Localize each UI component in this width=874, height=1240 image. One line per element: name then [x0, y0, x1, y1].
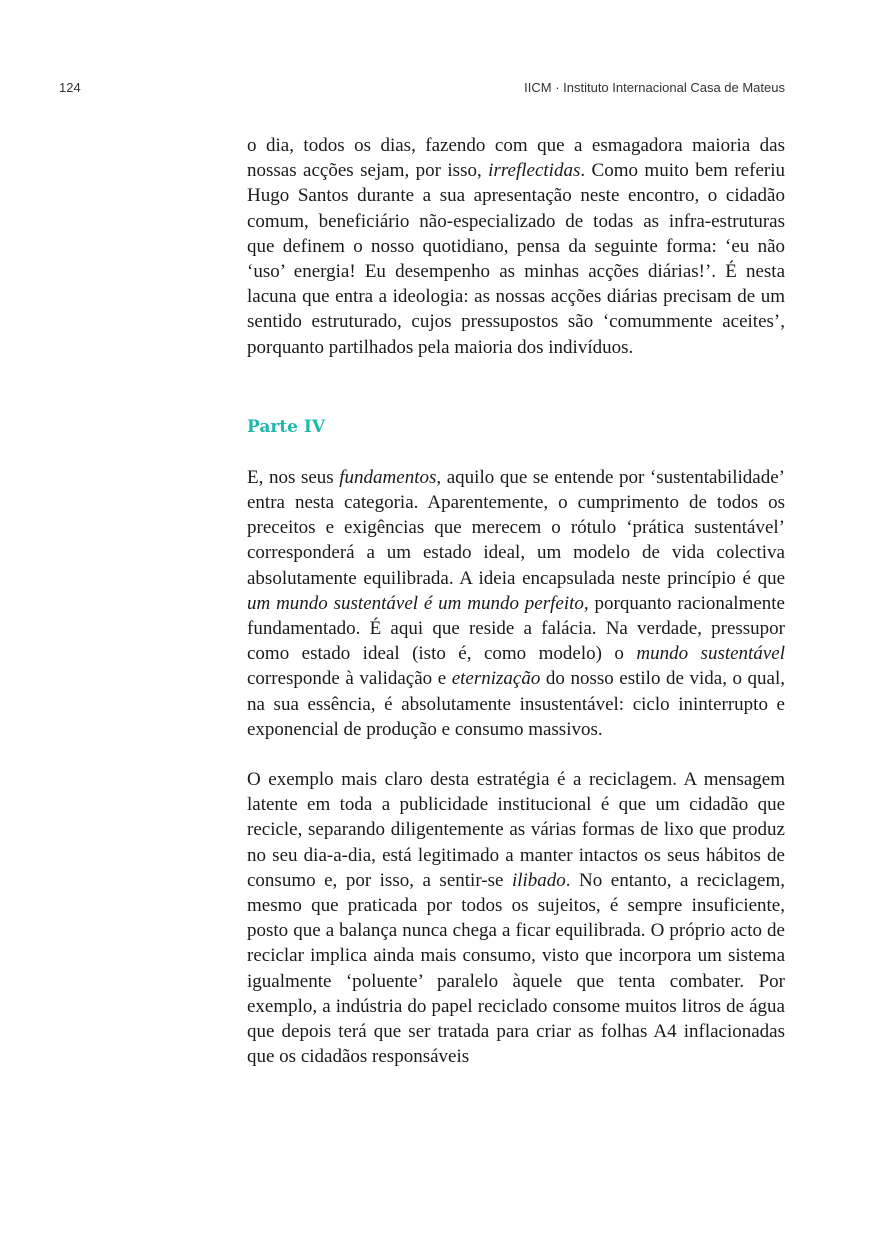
- italic-text: mundo sustentável: [636, 643, 785, 665]
- italic-text: irreflectidas: [488, 160, 581, 182]
- italic-text: eternização: [451, 668, 541, 690]
- italic-text: um mundo sustentável é um mundo perfeito,: [247, 592, 589, 614]
- paragraph: [247, 465, 785, 742]
- paragraph: [247, 767, 785, 1069]
- italic-text: fundamentos: [339, 466, 437, 488]
- text-run: . Como muito bem referiu Hugo Santos durante a sua apresentação neste encontro, o cidadão comum, beneficiário não-especializado de todas as infra-estruturas que definem o nosso quotidiano, pensa da seguinte forma: ‘eu não ‘uso’ energia! Eu desempenho as minhas acções diárias!’. É nesta lacuna que entra a ideologia: as nossas acções diárias precisam de um sentido estruturado, cujos pressupostos são ‘comummente aceites’, porquanto partilhados pela maioria dos indivíduos.: [247, 160, 785, 358]
- text-run: porquanto racionalmente fundamentado. É aqui que reside a falácia. Na verdade, pressupor como estado ideal (isto é, como modelo) o: [247, 592, 785, 665]
- running-header: [59, 80, 785, 95]
- text-run: do nosso estilo de vida, o qual, na sua essência, é absolutamente insustentável: ciclo ininterrupto e exponencial de produção e consumo massivos.: [247, 668, 785, 740]
- text-run: E, nos seus: [247, 466, 340, 488]
- text-run: . No entanto, a reciclagem, mesmo que praticada por todos os sujeitos, é sempre insuficiente, posto que a balança nunca chega a ficar equilibrada. O próprio acto de reciclar implica ainda mais consumo, visto que incorpora um sistema igualmente ‘poluente’ paralelo àquele que tenta combater. Por exemplo, a indústria do papel reciclado consome muitos litros de água que depois terá que ser tratada para criar as folhas A4 inflacionadas que os cidadãos responsáveis: [247, 869, 785, 1068]
- italic-text: ilibado: [511, 869, 566, 891]
- body-text-column: [247, 133, 785, 1070]
- text-run: , aquilo que se entende por ‘sustentabilidade’ entra nesta categoria. Aparentemente, o cumprimento de todos os preceitos e exigências que merecem o rótulo ‘prática sustentável’ corresponderá a um estado ideal, um modelo de vida colectiva absolutamente equilibrada. A ideia encapsulada neste princípio é que: [247, 466, 785, 589]
- page-number: 124: [59, 80, 81, 95]
- text-run: corresponde à validação e: [247, 668, 452, 690]
- running-title: IICM · Instituto Internacional Casa de Mateus: [524, 80, 785, 95]
- paragraph: [247, 133, 785, 360]
- text-run: o dia, todos os dias, fazendo com que a esmagadora maioria das nossas acções sejam, por isso,: [247, 135, 785, 182]
- section-heading: Parte IV: [247, 416, 326, 437]
- text-run: O exemplo mais claro desta estratégia é a reciclagem. A mensagem latente em toda a publicidade institucional é que um cidadão que recicle, separando diligentemente as várias formas de lixo que produz no seu dia-a-dia, está legitimado a manter intactos os seus hábitos de consumo e, por isso, a sentir-se: [247, 769, 785, 891]
